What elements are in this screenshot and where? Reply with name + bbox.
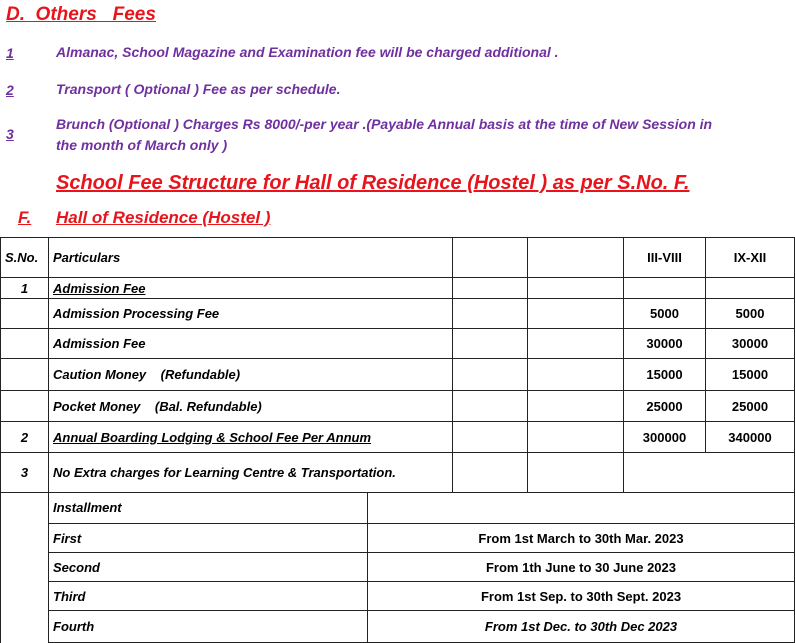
blank-cell (528, 453, 624, 493)
row-value-col2: 5000 (706, 299, 795, 329)
installment-period: From 1th June to 30 June 2023 (368, 553, 795, 582)
row-sno: 3 (1, 453, 49, 493)
header-particulars: Particulars (49, 238, 453, 278)
header-sno: S.No. (1, 238, 49, 278)
row-particulars: Caution Money (Refundable) (49, 359, 453, 391)
section-f-letter: F. (18, 208, 32, 227)
blank-cell (453, 238, 528, 278)
blank-cell (624, 453, 795, 493)
blank-cell (528, 422, 624, 453)
section-d-title: D. Others Fees (6, 4, 156, 25)
blank-cell (528, 329, 624, 359)
blank-cell (528, 278, 624, 299)
fee-table (0, 237, 795, 493)
blank-cell (528, 391, 624, 422)
row-value-col1 (624, 278, 706, 299)
note-text: Almanac, School Magazine and Examination fee will be charged additional . (56, 44, 559, 60)
row-value-col2 (706, 278, 795, 299)
row-value-col1: 15000 (624, 359, 706, 391)
fee-structure-title: School Fee Structure for Hall of Residence (Hostel ) as per S.No. F. (56, 172, 690, 194)
blank-cell (453, 278, 528, 299)
blank-cell (453, 453, 528, 493)
note-text: Brunch (Optional ) Charges Rs 8000/-per year .(Payable Annual basis at the time of New Session in the month of March only ) (56, 116, 713, 153)
row-value-col1: 5000 (624, 299, 706, 329)
blank-cell (368, 492, 795, 524)
row-particulars-text: Admission Fee (53, 280, 146, 296)
row-value-col1: 25000 (624, 391, 706, 422)
installment-table (0, 492, 795, 643)
row-value-col1: 30000 (624, 329, 706, 359)
row-particulars (49, 278, 453, 299)
installment-period: From 1st Sep. to 30th Sept. 2023 (368, 582, 795, 611)
row-particulars: Pocket Money (Bal. Refundable) (49, 391, 453, 422)
installment-label: Third (49, 582, 368, 611)
blank-cell (453, 391, 528, 422)
header-col-ix-xii: IX-XII (706, 238, 795, 278)
row-value-col2: 15000 (706, 359, 795, 391)
row-sno (1, 359, 49, 391)
header-col-iii-viii: III-VIII (624, 238, 706, 278)
installment-label: Second (49, 553, 368, 582)
installment-header: Installment (49, 492, 368, 524)
row-sno: 2 (1, 422, 49, 453)
section-f-title: Hall of Residence (Hostel ) (56, 208, 271, 227)
blank-cell (1, 492, 49, 643)
blank-cell (528, 359, 624, 391)
blank-cell (453, 299, 528, 329)
blank-cell (528, 299, 624, 329)
row-value-col2: 30000 (706, 329, 795, 359)
row-particulars: Admission Processing Fee (49, 299, 453, 329)
blank-cell (453, 422, 528, 453)
note-number: 3 (6, 126, 14, 142)
row-sno (1, 299, 49, 329)
note-number: 2 (6, 82, 14, 98)
note-number: 1 (6, 45, 14, 61)
installment-period: From 1st Dec. to 30th Dec 2023 (368, 611, 795, 643)
row-sno (1, 391, 49, 422)
row-value-col1: 300000 (624, 422, 706, 453)
row-value-col2: 340000 (706, 422, 795, 453)
row-particulars-text: Annual Boarding Lodging & School Fee Per Annum (53, 429, 372, 445)
row-value-col2: 25000 (706, 391, 795, 422)
blank-cell (528, 238, 624, 278)
installment-label: Fourth (49, 611, 368, 643)
row-particulars: No Extra charges for Learning Centre & Transportation. (49, 453, 453, 493)
row-particulars: Admission Fee (49, 329, 453, 359)
row-particulars (49, 422, 453, 453)
row-sno: 1 (1, 278, 49, 299)
row-sno (1, 329, 49, 359)
installment-period: From 1st March to 30th Mar. 2023 (368, 524, 795, 553)
blank-cell (453, 329, 528, 359)
installment-label: First (49, 524, 368, 553)
note-text: Transport ( Optional ) Fee as per schedule. (56, 81, 341, 97)
blank-cell (453, 359, 528, 391)
